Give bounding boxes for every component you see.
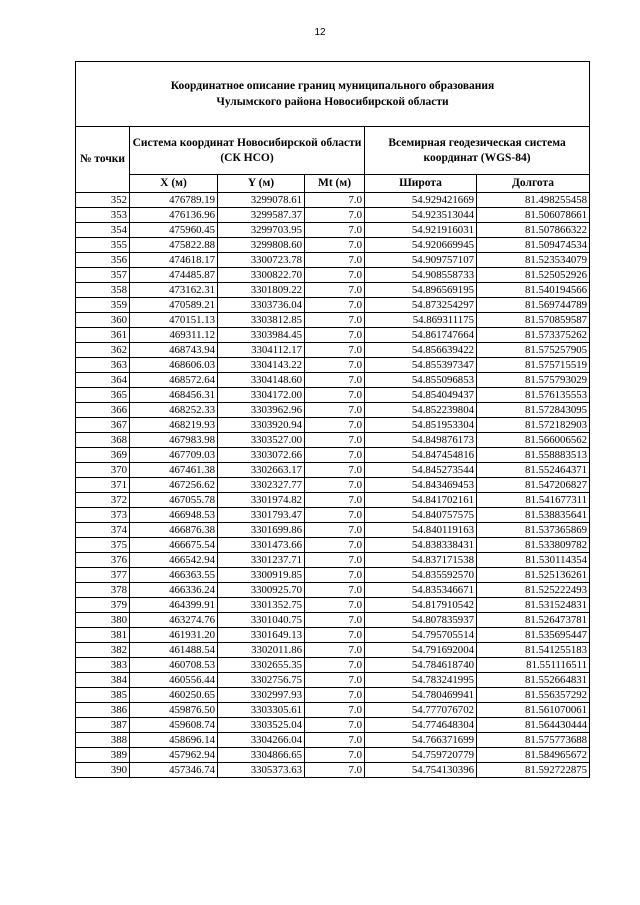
x-cell: 459608.74 [130,718,218,733]
y-cell: 3303525.04 [218,718,305,733]
table-row [76,718,590,733]
y-cell: 3302756.75 [218,673,305,688]
x-cell: 466948.53 [130,508,218,523]
point-number-cell: 352 [76,193,130,208]
point-number-cell: 367 [76,418,130,433]
latitude-cell: 54.921916031 [365,223,477,238]
point-number-cell: 357 [76,268,130,283]
x-cell: 457346.74 [130,763,218,778]
mt-cell: 7.0 [305,703,365,718]
latitude-cell: 54.909757107 [365,253,477,268]
latitude-cell: 54.835346671 [365,583,477,598]
x-cell: 461488.54 [130,643,218,658]
latitude-cell: 54.855397347 [365,358,477,373]
point-number-cell: 363 [76,358,130,373]
point-number-cell: 380 [76,613,130,628]
table-row [76,208,590,223]
mt-cell: 7.0 [305,598,365,613]
header-group-nso: Система координат Новосибирской области (СК НСО) [130,127,365,175]
y-cell: 3303812.85 [218,313,305,328]
mt-cell: 7.0 [305,568,365,583]
x-cell: 463274.76 [130,613,218,628]
latitude-cell: 54.908558733 [365,268,477,283]
y-cell: 3300723.78 [218,253,305,268]
x-cell: 468252.33 [130,403,218,418]
mt-cell: 7.0 [305,658,365,673]
y-cell: 3301352.75 [218,598,305,613]
mt-cell: 7.0 [305,763,365,778]
x-cell: 461931.20 [130,628,218,643]
table-row [76,493,590,508]
y-cell: 3301237.71 [218,553,305,568]
mt-cell: 7.0 [305,328,365,343]
x-cell: 458696.14 [130,733,218,748]
table-row [76,433,590,448]
x-cell: 460556.44 [130,673,218,688]
point-number-cell: 355 [76,238,130,253]
longitude-cell: 81.575793029 [477,373,590,388]
point-number-cell: 387 [76,718,130,733]
y-cell: 3299078.61 [218,193,305,208]
latitude-cell: 54.845273544 [365,463,477,478]
header-longitude: Долгота [477,175,590,193]
point-number-cell: 368 [76,433,130,448]
point-number-cell: 375 [76,538,130,553]
table-row [76,223,590,238]
table-row [76,688,590,703]
point-number-cell: 377 [76,568,130,583]
latitude-cell: 54.896569195 [365,283,477,298]
point-number-cell: 385 [76,688,130,703]
y-cell: 3301699.86 [218,523,305,538]
point-number-cell: 388 [76,733,130,748]
longitude-cell: 81.575773688 [477,733,590,748]
latitude-cell: 54.869311175 [365,313,477,328]
latitude-cell: 54.855096853 [365,373,477,388]
x-cell: 470589.21 [130,298,218,313]
table-row [76,568,590,583]
y-cell: 3303962.96 [218,403,305,418]
x-cell: 474618.17 [130,253,218,268]
latitude-cell: 54.929421669 [365,193,477,208]
mt-cell: 7.0 [305,508,365,523]
latitude-cell: 54.835592570 [365,568,477,583]
longitude-cell: 81.552664831 [477,673,590,688]
mt-cell: 7.0 [305,688,365,703]
longitude-cell: 81.584965672 [477,748,590,763]
y-cell: 3304266.04 [218,733,305,748]
point-number-cell: 364 [76,373,130,388]
point-number-cell: 373 [76,508,130,523]
mt-cell: 7.0 [305,748,365,763]
table-row [76,463,590,478]
table-row [76,298,590,313]
table-row [76,388,590,403]
y-cell: 3299808.60 [218,238,305,253]
y-cell: 3301040.75 [218,613,305,628]
longitude-cell: 81.576135553 [477,388,590,403]
table-row [76,658,590,673]
latitude-cell: 54.780469941 [365,688,477,703]
x-cell: 475822.88 [130,238,218,253]
point-number-cell: 362 [76,343,130,358]
point-number-cell: 361 [76,328,130,343]
latitude-cell: 54.852239804 [365,403,477,418]
y-cell: 3303920.94 [218,418,305,433]
x-cell: 459876.50 [130,703,218,718]
y-cell: 3299587.37 [218,208,305,223]
x-cell: 464399.91 [130,598,218,613]
latitude-cell: 54.849876173 [365,433,477,448]
mt-cell: 7.0 [305,193,365,208]
y-cell: 3304172.00 [218,388,305,403]
table-row [76,643,590,658]
longitude-cell: 81.525136261 [477,568,590,583]
table-row [76,583,590,598]
y-cell: 3303736.04 [218,298,305,313]
x-cell: 469311.12 [130,328,218,343]
mt-cell: 7.0 [305,448,365,463]
latitude-cell: 54.759720779 [365,748,477,763]
y-cell: 3301473.66 [218,538,305,553]
longitude-cell: 81.570859587 [477,313,590,328]
y-cell: 3299703.95 [218,223,305,238]
table-title [76,62,590,127]
latitude-cell: 54.843469453 [365,478,477,493]
latitude-cell: 54.923513044 [365,208,477,223]
latitude-cell: 54.807835937 [365,613,477,628]
header-y: Y (м) [218,175,305,193]
x-cell: 467709.03 [130,448,218,463]
latitude-cell: 54.783241995 [365,673,477,688]
table-row [76,358,590,373]
longitude-cell: 81.561070061 [477,703,590,718]
x-cell: 474485.87 [130,268,218,283]
x-cell: 467055.78 [130,493,218,508]
mt-cell: 7.0 [305,238,365,253]
latitude-cell: 54.920669945 [365,238,477,253]
y-cell: 3301793.47 [218,508,305,523]
x-cell: 467983.98 [130,433,218,448]
table-body [76,193,590,778]
table-row [76,553,590,568]
header-point-number: № точки [76,127,130,193]
mt-cell: 7.0 [305,493,365,508]
point-number-cell: 389 [76,748,130,763]
table-row [76,763,590,778]
latitude-cell: 54.854049437 [365,388,477,403]
longitude-cell: 81.572843095 [477,403,590,418]
mt-cell: 7.0 [305,478,365,493]
longitude-cell: 81.525222493 [477,583,590,598]
latitude-cell: 54.795705514 [365,628,477,643]
longitude-cell: 81.575715519 [477,358,590,373]
table-row [76,448,590,463]
x-cell: 466876.38 [130,523,218,538]
y-cell: 3304112.17 [218,343,305,358]
mt-cell: 7.0 [305,358,365,373]
point-number-cell: 383 [76,658,130,673]
mt-cell: 7.0 [305,613,365,628]
y-cell: 3304148.60 [218,373,305,388]
y-cell: 3300919.85 [218,568,305,583]
longitude-cell: 81.572182903 [477,418,590,433]
point-number-cell: 356 [76,253,130,268]
point-number-cell: 358 [76,283,130,298]
table-row [76,598,590,613]
point-number-cell: 378 [76,583,130,598]
latitude-cell: 54.840119163 [365,523,477,538]
mt-cell: 7.0 [305,223,365,238]
latitude-cell: 54.784618740 [365,658,477,673]
longitude-cell: 81.537365869 [477,523,590,538]
latitude-cell: 54.840757575 [365,508,477,523]
point-number-cell: 376 [76,553,130,568]
table-row [76,628,590,643]
point-number-cell: 381 [76,628,130,643]
y-cell: 3303984.45 [218,328,305,343]
x-cell: 466542.94 [130,553,218,568]
y-cell: 3305373.63 [218,763,305,778]
table-row [76,403,590,418]
longitude-cell: 81.507866322 [477,223,590,238]
y-cell: 3301649.13 [218,628,305,643]
mt-cell: 7.0 [305,463,365,478]
x-cell: 468456.31 [130,388,218,403]
point-number-cell: 359 [76,298,130,313]
point-number-cell: 366 [76,403,130,418]
longitude-cell: 81.533809782 [477,538,590,553]
latitude-cell: 54.838338431 [365,538,477,553]
x-cell: 467256.62 [130,478,218,493]
y-cell: 3301974.82 [218,493,305,508]
longitude-cell: 81.535695447 [477,628,590,643]
x-cell: 473162.31 [130,283,218,298]
x-cell: 466336.24 [130,583,218,598]
latitude-cell: 54.754130396 [365,763,477,778]
latitude-cell: 54.841702161 [365,493,477,508]
mt-cell: 7.0 [305,643,365,658]
longitude-cell: 81.525052926 [477,268,590,283]
table-row [76,508,590,523]
coordinates-table [75,61,590,778]
y-cell: 3302655.35 [218,658,305,673]
longitude-cell: 81.556357292 [477,688,590,703]
latitude-cell: 54.856639422 [365,343,477,358]
mt-cell: 7.0 [305,733,365,748]
latitude-cell: 54.837171538 [365,553,477,568]
longitude-cell: 81.530114354 [477,553,590,568]
longitude-cell: 81.575257905 [477,343,590,358]
longitude-cell: 81.531524831 [477,598,590,613]
longitude-cell: 81.538835641 [477,508,590,523]
x-cell: 468743.94 [130,343,218,358]
x-cell: 460708.53 [130,658,218,673]
longitude-cell: 81.541255183 [477,643,590,658]
mt-cell: 7.0 [305,538,365,553]
longitude-cell: 81.558883513 [477,448,590,463]
table-row [76,268,590,283]
mt-cell: 7.0 [305,673,365,688]
longitude-cell: 81.541677311 [477,493,590,508]
header-x: X (м) [130,175,218,193]
table-row [76,673,590,688]
longitude-cell: 81.552464371 [477,463,590,478]
point-number-cell: 360 [76,313,130,328]
longitude-cell: 81.569744789 [477,298,590,313]
y-cell: 3302327.77 [218,478,305,493]
point-number-cell: 386 [76,703,130,718]
mt-cell: 7.0 [305,298,365,313]
table-title-line1: Координатное описание границ муниципального образования [170,80,495,92]
table-row [76,343,590,358]
latitude-cell: 54.847454816 [365,448,477,463]
y-cell: 3302011.86 [218,643,305,658]
longitude-cell: 81.573375262 [477,328,590,343]
point-number-cell: 384 [76,673,130,688]
header-latitude: Широта [365,175,477,193]
header-mt: Mt (м) [305,175,365,193]
x-cell: 457962.94 [130,748,218,763]
table-row [76,328,590,343]
latitude-cell: 54.873254297 [365,298,477,313]
y-cell: 3301809.22 [218,283,305,298]
longitude-cell: 81.564430444 [477,718,590,733]
table-row [76,748,590,763]
point-number-cell: 379 [76,598,130,613]
latitude-cell: 54.774648304 [365,718,477,733]
mt-cell: 7.0 [305,718,365,733]
y-cell: 3303527.00 [218,433,305,448]
page-number: 12 [314,27,326,38]
table-row [76,478,590,493]
point-number-cell: 365 [76,388,130,403]
longitude-cell: 81.592722875 [477,763,590,778]
mt-cell: 7.0 [305,373,365,388]
longitude-cell: 81.523534079 [477,253,590,268]
mt-cell: 7.0 [305,583,365,598]
x-cell: 475960.45 [130,223,218,238]
latitude-cell: 54.791692004 [365,643,477,658]
mt-cell: 7.0 [305,313,365,328]
mt-cell: 7.0 [305,268,365,283]
y-cell: 3303305.61 [218,703,305,718]
x-cell: 468606.03 [130,358,218,373]
point-number-cell: 353 [76,208,130,223]
x-cell: 470151.13 [130,313,218,328]
y-cell: 3300822.70 [218,268,305,283]
table-row [76,313,590,328]
latitude-cell: 54.777076702 [365,703,477,718]
longitude-cell: 81.498255458 [477,193,590,208]
longitude-cell: 81.551116511 [477,658,590,673]
y-cell: 3302997.93 [218,688,305,703]
x-cell: 468219.93 [130,418,218,433]
x-cell: 460250.65 [130,688,218,703]
longitude-cell: 81.547206827 [477,478,590,493]
y-cell: 3304143.22 [218,358,305,373]
table-row [76,538,590,553]
point-number-cell: 371 [76,478,130,493]
y-cell: 3303072.66 [218,448,305,463]
mt-cell: 7.0 [305,553,365,568]
longitude-cell: 81.566006562 [477,433,590,448]
x-cell: 466363.55 [130,568,218,583]
point-number-cell: 369 [76,448,130,463]
x-cell: 467461.38 [130,463,218,478]
point-number-cell: 372 [76,493,130,508]
mt-cell: 7.0 [305,418,365,433]
mt-cell: 7.0 [305,208,365,223]
table-row [76,238,590,253]
mt-cell: 7.0 [305,523,365,538]
table-row [76,613,590,628]
table-row [76,733,590,748]
y-cell: 3300925.70 [218,583,305,598]
longitude-cell: 81.506078661 [477,208,590,223]
mt-cell: 7.0 [305,253,365,268]
point-number-cell: 370 [76,463,130,478]
table-title-line2: Чулымского района Новосибирской области [216,96,449,108]
x-cell: 476789.19 [130,193,218,208]
point-number-cell: 374 [76,523,130,538]
y-cell: 3304866.65 [218,748,305,763]
mt-cell: 7.0 [305,433,365,448]
header-group-wgs: Всемирная геодезическая система координат (WGS-84) [365,127,590,175]
mt-cell: 7.0 [305,343,365,358]
point-number-cell: 390 [76,763,130,778]
table-row [76,253,590,268]
latitude-cell: 54.861747664 [365,328,477,343]
table-row [76,523,590,538]
mt-cell: 7.0 [305,628,365,643]
x-cell: 476136.96 [130,208,218,223]
latitude-cell: 54.851953304 [365,418,477,433]
point-number-cell: 382 [76,643,130,658]
y-cell: 3302663.17 [218,463,305,478]
x-cell: 468572.64 [130,373,218,388]
table-row [76,193,590,208]
table-row [76,418,590,433]
mt-cell: 7.0 [305,388,365,403]
table-row [76,373,590,388]
longitude-cell: 81.526473781 [477,613,590,628]
longitude-cell: 81.540194566 [477,283,590,298]
latitude-cell: 54.817910542 [365,598,477,613]
x-cell: 466675.54 [130,538,218,553]
mt-cell: 7.0 [305,283,365,298]
longitude-cell: 81.509474534 [477,238,590,253]
table-row [76,283,590,298]
table-row [76,703,590,718]
mt-cell: 7.0 [305,403,365,418]
point-number-cell: 354 [76,223,130,238]
latitude-cell: 54.766371699 [365,733,477,748]
